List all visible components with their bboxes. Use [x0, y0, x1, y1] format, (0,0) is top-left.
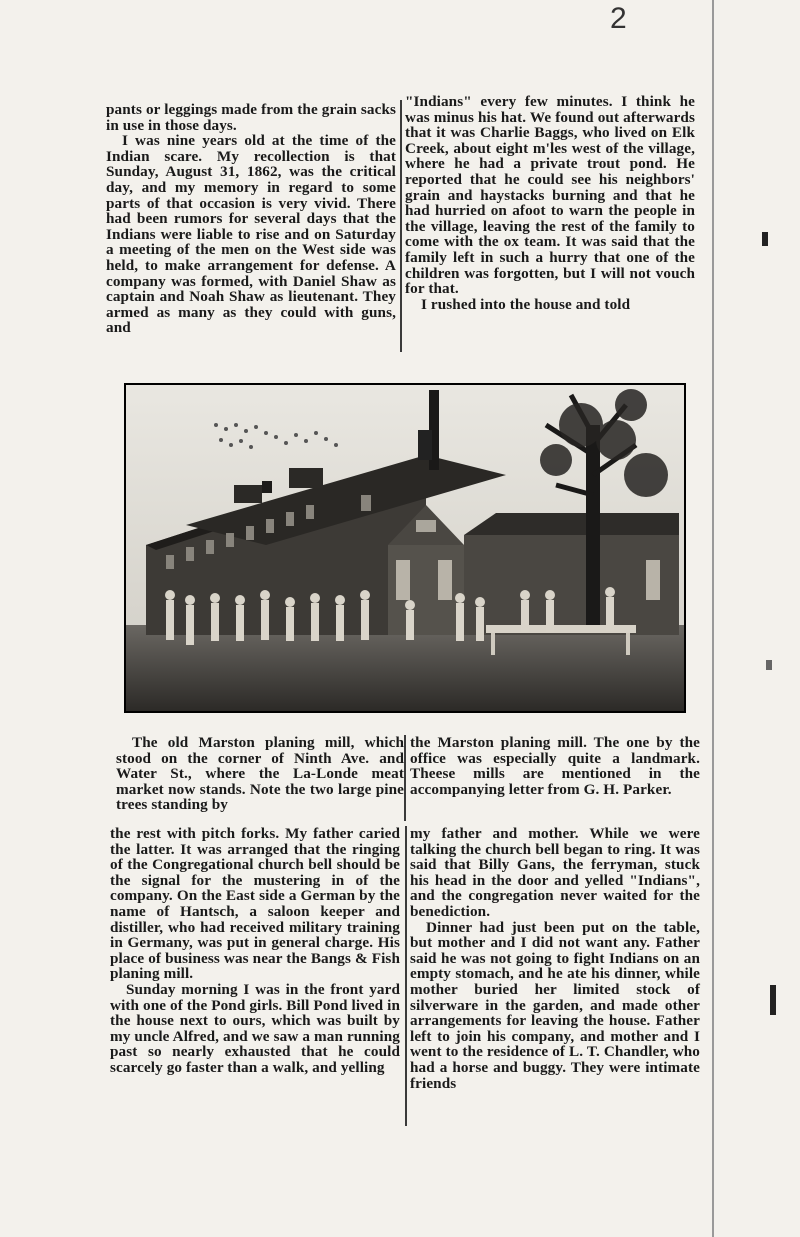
paragraph: the rest with pitch forks. My father caried the latter. It was arranged that the ringing of the Congregational church bell should be the signal for the mustering in of the company. On the East side a German by the name of Hantsch, a saloon keeper and distiller, who had received military training in Germany, was put in general charge. His place of business was near the Bangs & Fish planing mill. [110, 825, 400, 983]
scan-ink-mark [770, 985, 776, 1015]
paragraph: my father and mother. While we were talking the church bell began to ring. It was said that Billy Gans, the ferryman, stuck his head in the door and yelled "Indians", and the congregation never waited for the benediction. [410, 825, 700, 920]
article-column-top-right [405, 94, 695, 312]
article-column-bottom-right [410, 826, 700, 1091]
caption-text: the Marston planing mill. The one by the office was especially quite a landmark. Theese mills are mentioned in the accompanying letter from G. H. Parker. [410, 734, 700, 798]
column-rule [404, 735, 406, 821]
caption-text: The old Marston planing mill, which stood on the corner of Ninth Ave. and Water St., where the La-Londe meat market now stands. Note the two large pine trees standing by [116, 734, 404, 814]
scan-ink-mark [762, 232, 768, 246]
page-number: 2 [610, 2, 627, 35]
paragraph: Dinner had just been put on the table, but mother and I did not want any. Father said he was not going to fight Indians on an empty stomach, and he ate his dinner, while mother buried her limited stock of silverware in the garden, and made other arrangements for leaving the house. Father left to join his company, and mother and I went to the residence of L. T. Chandler, who had a horse and buggy. They were intimate friends [410, 918, 700, 1092]
paragraph: Sunday morning I was in the front yard with one of the Pond girls. Bill Pond lived in the house next to ours, which was built by my uncle Alfred, and we saw a man running past so nearly exhausted that he could scarcely go faster than a walk, and yelling [110, 980, 400, 1076]
photo-caption-left [116, 735, 404, 813]
column-rule [405, 826, 407, 1126]
mill-photograph [124, 383, 686, 713]
paragraph: I was nine years old at the time of the Indian scare. My recollection is that Sunday, August 31, 1862, was the critical day, and my memory in regard to some parts of that occasion is very vivid. There had been rumors for several days that the Indians were liable to rise and on Saturday a meeting of the men on the West side was held, to make arrangement for defense. A company was formed, with Daniel Shaw as captain and Noah Shaw as lieutenant. They armed as many as they could with guns, and [106, 132, 396, 337]
paragraph: "Indians" every few minutes. I think he was minus his hat. We found out afterwards that it was Charlie Baggs, who lived on Elk Creek, about eight m'les west of the village, where he had a private trout pond. He reported that he could see his neighbors' grain and haystacks burning and that he had hurried on afoot to warn the people in the village, leaving the rest of the family to come with the ox team. It was said that the family left in such a hurry that one of the children was forgotten, but I will not vouch for that. [405, 93, 695, 298]
paragraph: I rushed into the house and told [421, 295, 631, 313]
scan-ink-mark [766, 660, 772, 670]
column-rule [400, 100, 402, 352]
article-column-top-left [106, 102, 396, 336]
mill-photograph-image [126, 385, 684, 711]
paragraph: pants or leggings made from the grain sacks in use in those days. [106, 101, 396, 134]
photo-caption-right [410, 735, 700, 797]
article-column-bottom-left [110, 826, 400, 1076]
scan-edge-line [712, 0, 714, 1237]
